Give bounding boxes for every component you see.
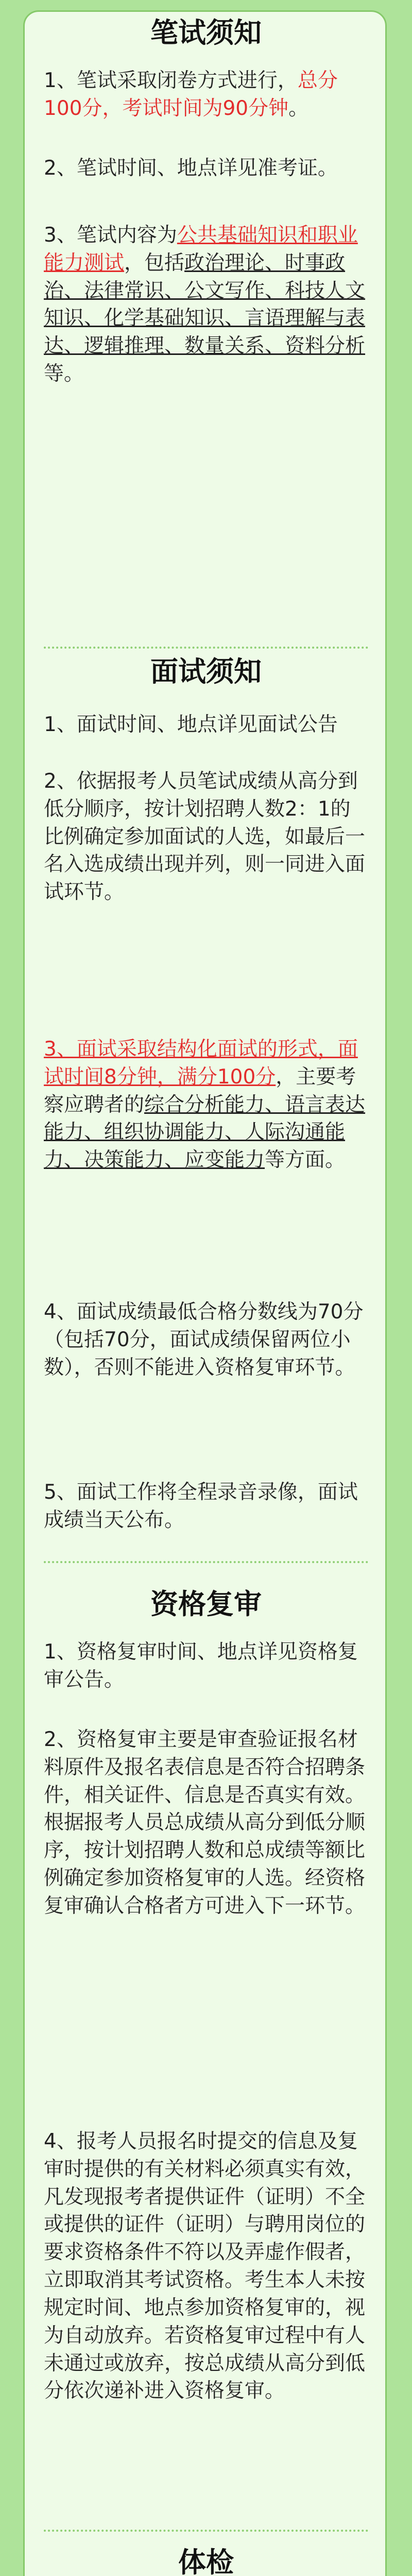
- interview-item: [44, 1479, 368, 1534]
- text-run: 3、笔试内容为: [44, 224, 177, 247]
- review-item: [44, 2128, 368, 2405]
- text-run: 等。: [44, 362, 84, 386]
- text-run: 1、资格复审时间、地点详见资格复审公告。: [44, 1640, 358, 1691]
- section-title: 资格复审: [150, 1588, 262, 1620]
- text-run: 4、面试成绩最低合格分数线为70分（包括70分，面试成绩保留两位小数），否则不能进入资格复审环节。: [44, 1300, 364, 1379]
- text-run: 公共基础知识和职业能力测试: [44, 224, 358, 275]
- text-run: 。: [288, 96, 309, 120]
- interview-item: [44, 711, 368, 739]
- text-run: 2、依据报考人员笔试成绩从高分到低分顺序，按计划招聘人数2：1的比例确定参加面试的人选，如最后一名入选成绩出现并列，则一同进入面试环节。: [44, 770, 366, 904]
- review-item: [44, 1726, 368, 1920]
- exam-item: [44, 155, 368, 182]
- text-run: 等方面。: [265, 1148, 346, 1172]
- section-title: 笔试须知: [150, 16, 262, 49]
- section-divider: [44, 1561, 368, 1563]
- section-divider: [44, 647, 368, 649]
- text-run: 政治理论、时事政治、法律常识、公文写作、科技人文知识、化学基础知识、言语理解与表达、逻辑推理、数量关系、资料分析: [44, 251, 366, 358]
- section-title: 体检: [178, 2546, 234, 2576]
- text-run: 2、资格复审主要是审查验证报名材料原件及报名表信息是否符合招聘条件，相关证件、信息是否真实有效。根据报考人员总成绩从高分到低分顺序，按计划招聘人数和总成绩等额比例确定参加资格复审的人选。经资格复审确认合格者方可进入下一环节。: [44, 1728, 366, 1918]
- text-run: 4、报考人员报名时提交的信息及复审时提供的有关材料必须真实有效，凡发现报考者提供证件（证明）不全或提供的证件（证明）与聘用岗位的要求资格条件不符以及弄虚作假者，立即取消其考试资格。考生本人未按规定时间、地点参加资格复审的，视为自动放弃。若资格复审过程中有人未通过或放弃，按总成绩从高分到低分依次递补进入资格复审。: [44, 2130, 366, 2403]
- exam-item: [44, 222, 368, 388]
- text-run: 1、面试时间、地点详见面试公告: [44, 713, 338, 736]
- text-run: 2、笔试时间、地点详见准考证。: [44, 157, 338, 180]
- interview-item: [44, 1298, 368, 1381]
- text-run: ，主要考察应聘者的: [44, 1065, 356, 1116]
- exam-item: [44, 67, 368, 123]
- review-item: [44, 1638, 368, 1694]
- section-divider: [44, 2530, 368, 2532]
- text-run: 1、笔试采取闭卷方式进行，: [44, 69, 298, 92]
- text-run: ，包括: [124, 251, 185, 275]
- text-run: 5、面试工作将全程录音录像，面试成绩当天公布。: [44, 1481, 358, 1532]
- interview-item: [44, 768, 368, 906]
- text-run: 3、面试采取结构化面试的形式，面试时间8分钟，满分100分: [44, 1038, 358, 1089]
- interview-item: [44, 1036, 368, 1174]
- text-run: 综合分析能力、语言表达能力、组织协调能力、人际沟通能力、决策能力、应变能力: [44, 1093, 366, 1172]
- text-run: 总分100分，考试时间为90分钟: [44, 69, 338, 120]
- section-title: 面试须知: [150, 655, 262, 688]
